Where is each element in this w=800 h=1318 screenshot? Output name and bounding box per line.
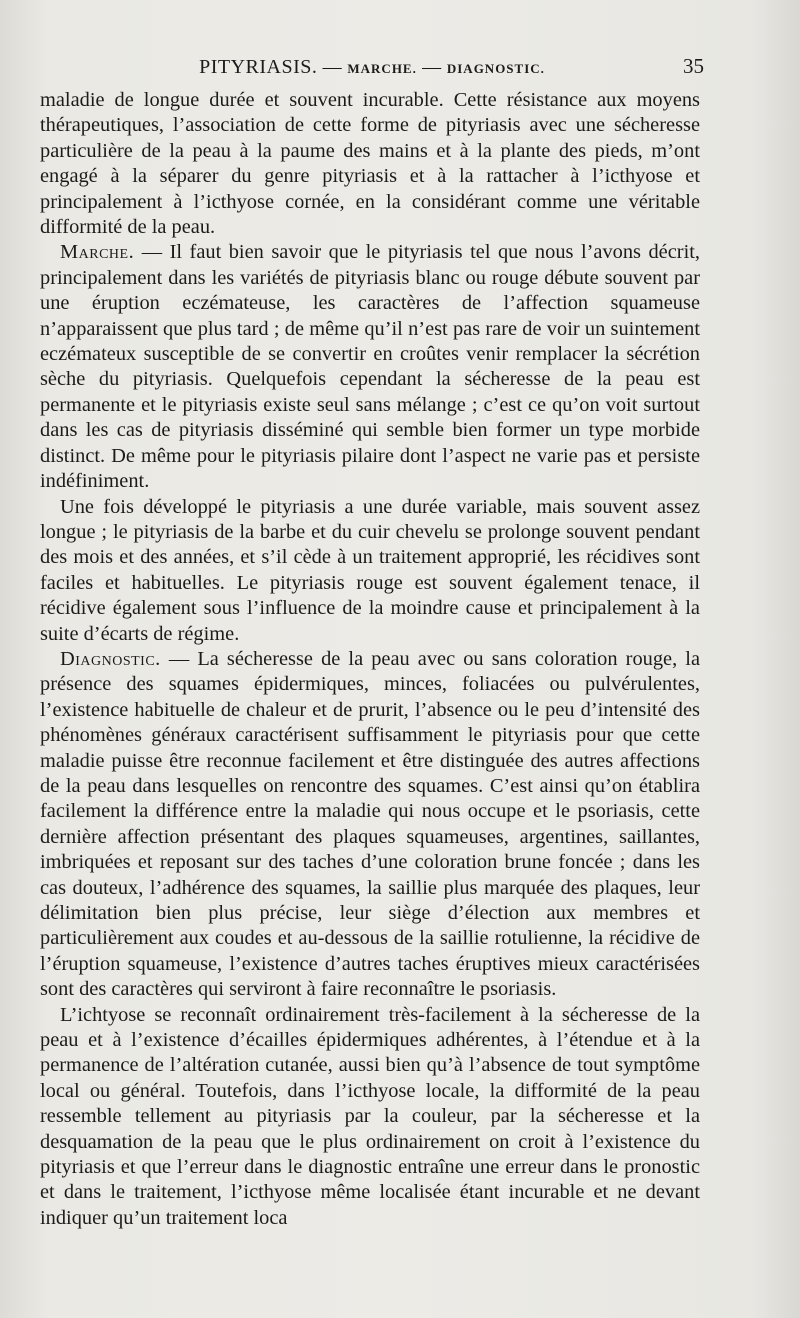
running-head: [40, 56, 704, 82]
section-lead-diagnostic: Diagnostic.: [60, 647, 161, 670]
running-head-section-diagnostic: DIAGNOSTIC.: [446, 61, 545, 76]
paragraph-continuation: [40, 88, 700, 240]
running-head-title: PITYRIASIS.: [199, 56, 318, 78]
paragraph-diagnostic: [40, 647, 700, 1003]
body-text: [40, 88, 700, 1231]
page-number: 35: [683, 54, 704, 78]
paragraph-text: — Il faut bien savoir que le pityriasis tel que nous l’avons décrit, principalement dans les variétés de pityriasis blanc ou rouge débute souvent par une éruption eczémateuse, les caractères de l’affection squameuse n’apparaissent que plus tard ; de même qu’il n’est pas rare de voir un suintement eczémateux susceptible de se convertir en croûtes venir remplacer la sécrétion sèche du pityriasis. Quelquefois cependant la sécheresse de la peau est permanente et le pityriasis existe seul sans mélange ; c’est ce qu’on voit surtout dans les cas de pityriasis disséminé qui semble bien former un type morbide distinct. De même pour le pityriasis pilaire dont l’aspect ne varie pas et persiste indéfiniment.: [40, 241, 700, 493]
running-head-dash: —: [422, 57, 442, 78]
paragraph-text: Une fois développé le pityriasis a une durée variable, mais souvent assez longue ; le pityriasis de la barbe et du cuir chevelu se prolonge souvent pendant des mois et des années, et s’il cède à un traitement approprié, les récidives sont faciles et habituelles. Le pityriasis rouge est souvent également tenace, il récidive également sous l’influence de la moindre cause et principalement à la suite d’écarts de régime.: [40, 495, 700, 645]
running-head-section-marche: MARCHE.: [347, 61, 417, 76]
paragraph-ichtyose: [40, 1003, 700, 1232]
paragraph-duree: [40, 495, 700, 647]
section-lead-marche: Marche.: [60, 241, 135, 264]
paragraph-marche: [40, 240, 700, 494]
paragraph-text: L’ichtyose se reconnaît ordinairement très-facilement à la sécheresse de la peau et à l’existence d’écailles épidermiques adhérentes, à l’étendue et à la permanence de l’altération cutanée, aussi bien qu’à l’absence de tout symptôme local ou général. Toutefois, dans l’icthyose locale, la difformité de la peau ressemble tellement au pityriasis par la couleur, par la sécheresse et la desquamation de la peau que le plus ordinairement on croit à l’existence du pityriasis et que l’erreur dans le diagnostic entraîne une erreur dans le pronostic et dans le traitement, l’icthyose même localisée étant incurable et ne devant indiquer qu’un traitement loca: [40, 1003, 700, 1229]
running-head-dash: —: [322, 57, 343, 78]
paragraph-text: — La sécheresse de la peau avec ou sans coloration rouge, la présence des squames épidermiques, minces, foliacées ou pulvérulentes, l’existence habituelle de chaleur et de prurit, l’absence ou le peu d’intensité des phénomènes généraux caractérisent suffisamment le pityriasis pour que cette maladie puisse être reconnue facilement et être distinguée des autres affections de la peau dans lesquelles on rencontre des squames. C’est ainsi qu’on établira facilement la différence entre la maladie qui nous occupe et le psoriasis, cette dernière affection présentant des plaques squameuses, argentines, saillantes, imbriquées et reposant sur des taches d’une coloration brune foncée ; dans les cas douteux, l’adhérence des squames, la saillie plus marquée des plaques, leur délimitation bien plus précise, leur siège d’élection aux membres et particulièrement aux coudes et au-dessous de la saillie rotulienne, la récidive de l’éruption squameuse, l’existence d’autres taches éruptives mieux caractérisées sont des caractères qui serviront à faire reconnaître le psoriasis.: [40, 647, 700, 1001]
paragraph-text: maladie de longue durée et souvent incurable. Cette résistance aux moyens thérapeutiques, l’association de cette forme de pityriasis avec une sécheresse particulière de la peau à la paume des mains et à la plante des pieds, m’ont engagé à la séparer du genre pityriasis et à la rattacher à l’icthyose et principalement à l’icthyose cornée, en la considérant comme une véritable difformité de la peau.: [40, 89, 700, 239]
